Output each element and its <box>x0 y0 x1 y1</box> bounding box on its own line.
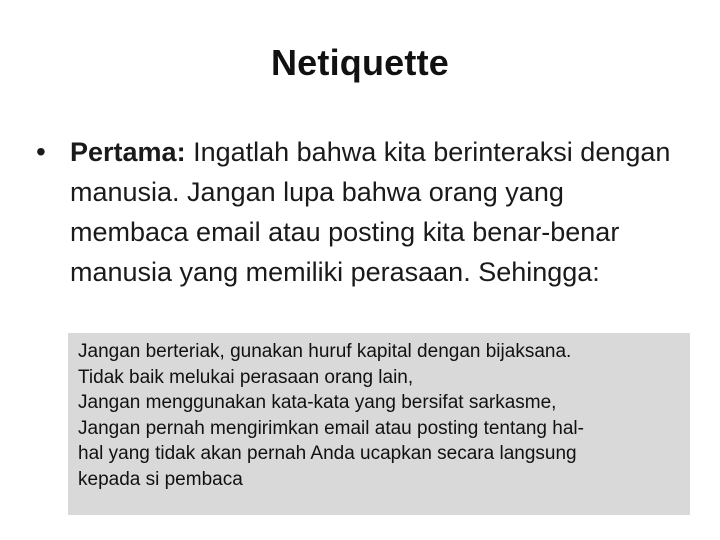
bullet-point <box>36 132 676 292</box>
bullet-body: Ingatlah bahwa kita berinteraksi dengan manusia. Jangan lupa bahwa orang yang membaca email atau posting kita benar-benar manusia yang memiliki perasaan. Sehingga: <box>70 137 671 287</box>
note-box <box>68 333 690 515</box>
note-line: Jangan menggunakan kata-kata yang bersifat sarkasme, <box>78 392 557 413</box>
bullet-text <box>70 132 676 292</box>
bullet-label: Pertama: <box>70 137 186 167</box>
bullet-marker: • <box>36 136 46 167</box>
note-line: Jangan pernah mengirimkan email atau posting tentang hal- <box>78 417 584 439</box>
note-line: kepada si pembaca <box>78 468 243 490</box>
note-line: hal yang tidak akan pernah Anda ucapkan secara langsung <box>78 443 577 464</box>
slide-title: Netiquette <box>270 42 449 83</box>
note-line: Tidak baik melukai perasaan orang lain, <box>78 366 414 388</box>
note-line: Jangan berteriak, gunakan huruf kapital dengan bijaksana. <box>78 341 572 362</box>
